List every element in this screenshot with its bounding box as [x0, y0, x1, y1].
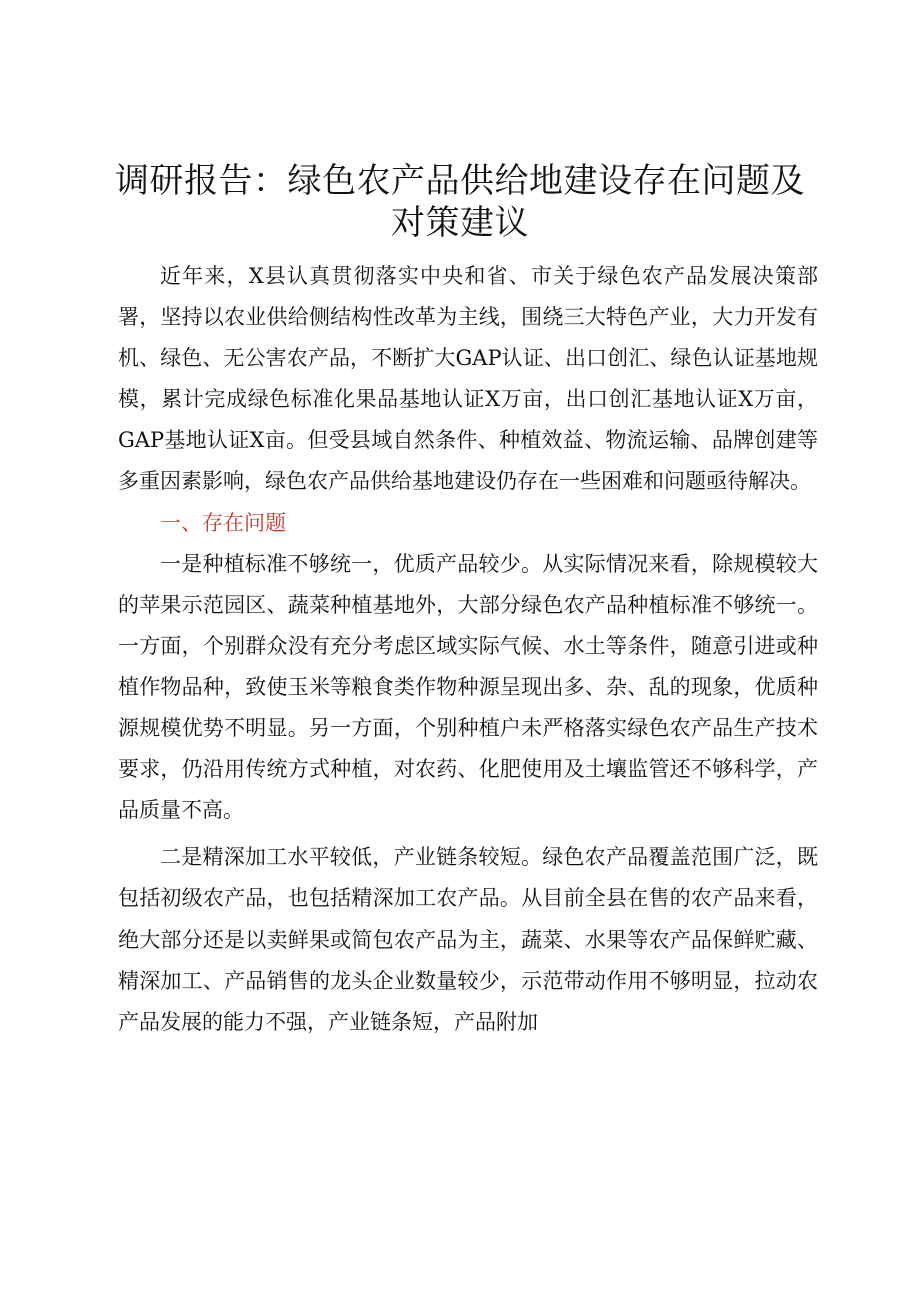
title-line-2: 对策建议 [391, 203, 529, 243]
intro-paragraph: 近年来，X县认真贯彻落实中央和省、市关于绿色农产品发展决策部署，坚持以农业供给侧结构性改革为主线，围绕三大特色产业，大力开发有机、绿色、无公害农产品，不断扩大GAP认证、出口创汇、绿色认证基地规模，累计完成绿色标准化果品基地认证X万亩，出口创汇基地认证X万亩，GAP基地认证X亩。但受县域自然条件、种植效益、物流运输、品牌创建等多重因素影响，绿色农产品供给基地建设仍存在一些困难和问题亟待解决。 [118, 264, 818, 494]
problem-point-2: 二是精深加工水平较低，产业链条较短。绿色农产品覆盖范围广泛，既包括初级农产品，也包括精深加工农产品。从目前全县在售的农产品来看，绝大部分还是以卖鲜果或简包农产品为主，蔬菜、水果等农产品保鲜贮藏、精深加工、产品销售的龙头企业数量较少，示范带动作用不够明显，拉动农产品发展的能力不强，产业链条短，产品附加 [118, 845, 818, 1034]
document-body [118, 256, 818, 1043]
document-title [100, 160, 820, 244]
section-heading-problems: 一、存在问题 [160, 510, 286, 535]
title-line-1: 调研报告：绿色农产品供给地建设存在问题及 [115, 161, 805, 201]
problem-point-1: 一是种植标准不够统一，优质产品较少。从实际情况来看，除规模较大的苹果示范园区、蔬菜种植基地外，大部分绿色农产品种植标准不够统一。一方面，个别群众没有充分考虑区域实际气候、水土等条件，随意引进或种植作物品种，致使玉米等粮食类作物种源呈现出多、杂、乱的现象，优质种源规模优势不明显。另一方面，个别种植户未严格落实绿色农产品生产技术要求，仍沿用传统方式种植，对农药、化肥使用及土壤监管还不够科学，产品质量不高。 [118, 551, 818, 823]
